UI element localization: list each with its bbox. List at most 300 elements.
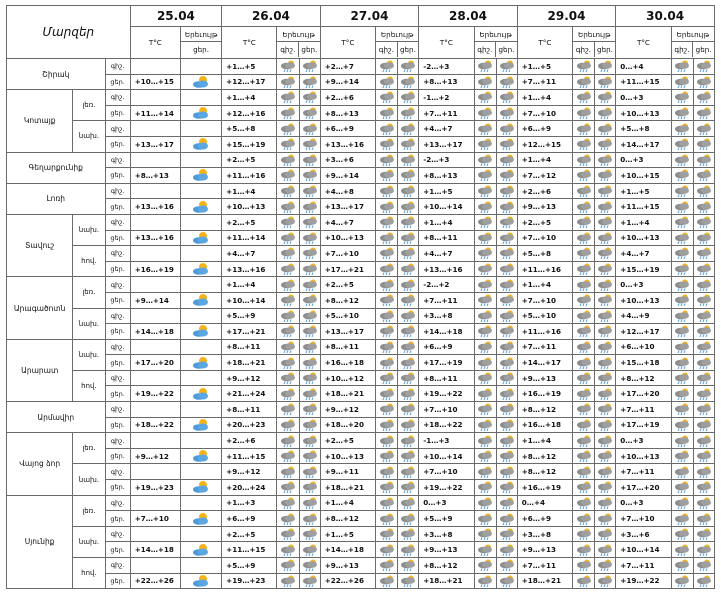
phenomena-night-cell xyxy=(474,433,496,449)
time-of-day: գիշ. xyxy=(105,402,130,418)
temperature-cell: +15…+18 xyxy=(616,355,671,371)
cloud-rain-icon xyxy=(475,449,495,463)
temperature-cell: +8…+13 xyxy=(320,105,375,121)
cloud-rain-icon xyxy=(694,402,714,416)
cloud-rain-icon xyxy=(398,465,418,479)
cloud-rain-icon xyxy=(694,480,714,494)
cloud-rain-icon xyxy=(278,496,298,510)
cloud-rain-icon xyxy=(300,184,320,198)
phenomena-day-cell xyxy=(693,214,714,230)
temperature-cell: +3…+6 xyxy=(616,526,671,542)
phenomena-day-cell xyxy=(299,417,320,433)
phenomena-cell xyxy=(180,230,221,246)
temperature-cell: +7…+12 xyxy=(517,168,572,184)
cloud-rain-icon xyxy=(398,59,418,73)
day-short: ցեր. xyxy=(193,45,210,54)
cloud-rain-icon xyxy=(595,262,615,276)
phenomena-night-cell xyxy=(671,433,693,449)
cloud-rain-icon xyxy=(475,137,495,151)
phenomena-day-cell xyxy=(398,136,419,152)
phenomena-day-cell xyxy=(299,246,320,262)
phenomena-night-cell xyxy=(474,183,496,199)
temperature-cell: +10…+13 xyxy=(616,105,671,121)
cloud-rain-icon xyxy=(475,496,495,510)
phenomena-day-cell xyxy=(693,59,714,75)
phenomena-day-cell xyxy=(299,339,320,355)
cloud-rain-icon xyxy=(300,246,320,260)
phenomena-night-cell xyxy=(474,230,496,246)
phenomena-cell xyxy=(180,464,221,480)
phenomena-day-cell xyxy=(299,558,320,574)
cloud-rain-icon xyxy=(574,543,594,557)
phenomena-night-cell xyxy=(376,417,398,433)
cloud-rain-icon xyxy=(475,340,495,354)
day-short: ցեր. xyxy=(597,45,613,54)
phenomena-night-cell xyxy=(474,324,496,340)
time-of-day: գիշ. xyxy=(105,152,130,168)
cloud-rain-icon xyxy=(398,449,418,463)
phenomena-night-cell xyxy=(573,386,595,402)
phenomena-night-cell xyxy=(277,355,299,371)
cloud-rain-icon xyxy=(278,465,298,479)
table-row xyxy=(7,136,715,152)
table-row xyxy=(7,308,715,324)
phenomena-header xyxy=(180,27,221,59)
phenomena-night-cell xyxy=(376,526,398,542)
phenomena-night-cell xyxy=(474,526,496,542)
temperature-cell: +2…+6 xyxy=(517,183,572,199)
phenomena-night-cell xyxy=(474,308,496,324)
time-of-day: գիշ. xyxy=(105,121,130,137)
cloud-rain-icon xyxy=(300,309,320,323)
phenomena-day-cell xyxy=(496,90,517,106)
temperature-cell: +9…+12 xyxy=(130,448,180,464)
phenomena-cell xyxy=(180,448,221,464)
phenomena-night-cell xyxy=(671,448,693,464)
temperature-cell xyxy=(130,121,180,137)
table-row xyxy=(7,370,715,386)
phenomena-night-cell xyxy=(277,324,299,340)
cloud-rain-icon xyxy=(398,309,418,323)
cloud-rain-icon xyxy=(672,90,692,104)
phenomena-night-cell xyxy=(671,261,693,277)
temperature-cell: +17…+21 xyxy=(320,261,375,277)
phenomena-cell xyxy=(180,121,221,137)
phenomena-day-cell xyxy=(299,59,320,75)
phenomena-night-cell xyxy=(376,542,398,558)
phenomena-day-cell xyxy=(595,214,616,230)
phenomena-night-cell xyxy=(277,558,299,574)
cloud-rain-icon xyxy=(278,278,298,292)
table-row xyxy=(7,168,715,184)
temperature-cell: +11…+16 xyxy=(517,261,572,277)
phenomena-day-cell xyxy=(398,183,419,199)
cloud-rain-icon xyxy=(377,387,397,401)
phenomena-day-cell xyxy=(398,511,419,527)
temperature-cell: +12…+17 xyxy=(222,74,277,90)
phenomena-header xyxy=(573,27,616,59)
phenomena-night-cell xyxy=(573,355,595,371)
phenomena-day-cell xyxy=(398,214,419,230)
phenomena-day-cell xyxy=(595,526,616,542)
phenomena-night-cell xyxy=(474,121,496,137)
cloud-rain-icon xyxy=(672,558,692,572)
phenomena-night-cell xyxy=(671,214,693,230)
cloud-rain-icon xyxy=(377,106,397,120)
temperature-cell: +6…+9 xyxy=(517,511,572,527)
cloud-rain-icon xyxy=(278,480,298,494)
temperature-cell: +5…+8 xyxy=(222,121,277,137)
cloud-rain-icon xyxy=(475,122,495,136)
cloud-rain-icon xyxy=(694,356,714,370)
phenomena-day-cell xyxy=(595,199,616,215)
cloud-rain-icon xyxy=(278,371,298,385)
temperature-cell: +2…+6 xyxy=(320,90,375,106)
cloud-rain-icon xyxy=(574,246,594,260)
cloud-rain-icon xyxy=(694,387,714,401)
cloud-rain-icon xyxy=(574,231,594,245)
phenomena-day-cell xyxy=(299,292,320,308)
temperature-cell: +16…+19 xyxy=(517,480,572,496)
cloud-rain-icon xyxy=(497,153,517,167)
sun-cloud-icon xyxy=(191,387,211,401)
cloud-rain-icon xyxy=(574,434,594,448)
cloud-rain-icon xyxy=(300,402,320,416)
time-of-day: ցեր. xyxy=(105,573,130,589)
time-of-day: ցեր. xyxy=(105,511,130,527)
region-name: Կոտայք xyxy=(7,90,73,152)
cloud-rain-icon xyxy=(377,262,397,276)
cloud-rain-icon xyxy=(574,324,594,338)
temperature-cell: +9…+12 xyxy=(222,464,277,480)
temperature-cell: +7…+10 xyxy=(616,511,671,527)
subregion-name: նախ. xyxy=(73,214,105,245)
cloud-rain-icon xyxy=(475,231,495,245)
cloud-rain-icon xyxy=(672,574,692,588)
cloud-rain-icon xyxy=(595,122,615,136)
cloud-rain-icon xyxy=(475,527,495,541)
temp-header: T°C xyxy=(222,27,277,59)
temperature-cell: +7…+11 xyxy=(616,402,671,418)
phenomena-night-cell xyxy=(671,573,693,589)
temperature-cell: +17…+19 xyxy=(616,417,671,433)
cloud-rain-icon xyxy=(398,543,418,557)
temperature-cell: +8…+11 xyxy=(419,230,474,246)
phenomena-day-cell xyxy=(398,105,419,121)
temp-header: T°C xyxy=(517,27,572,59)
temperature-cell: +8…+12 xyxy=(616,370,671,386)
temperature-cell: +7…+11 xyxy=(616,558,671,574)
cloud-rain-icon xyxy=(595,449,615,463)
temperature-cell: +18…+21 xyxy=(419,573,474,589)
temperature-cell: +13…+16 xyxy=(419,261,474,277)
phenomena-night-cell xyxy=(474,542,496,558)
subregion-name: լեռ. xyxy=(73,433,105,464)
temperature-cell: +8…+11 xyxy=(320,339,375,355)
cloud-rain-icon xyxy=(694,278,714,292)
temperature-cell: +11…+15 xyxy=(616,74,671,90)
cloud-rain-icon xyxy=(475,512,495,526)
cloud-rain-icon xyxy=(672,200,692,214)
phenomena-day-cell xyxy=(398,495,419,511)
date-header: 25.04 xyxy=(130,6,221,27)
table-row xyxy=(7,121,715,137)
temp-header: T°C xyxy=(320,27,375,59)
phenomena-day-cell xyxy=(496,542,517,558)
temperature-cell: +1…+5 xyxy=(517,59,572,75)
phenomena-day-cell xyxy=(299,136,320,152)
temperature-cell: +16…+19 xyxy=(517,386,572,402)
cloud-rain-icon xyxy=(278,574,298,588)
phenomena-night-cell xyxy=(474,558,496,574)
temperature-cell: 0…+3 xyxy=(616,495,671,511)
temperature-cell: +5…+9 xyxy=(222,558,277,574)
cloud-rain-icon xyxy=(574,278,594,292)
region-title: Մարզեր xyxy=(7,6,131,59)
time-of-day: գիշ. xyxy=(105,214,130,230)
phenomena-night-cell xyxy=(474,511,496,527)
cloud-rain-icon xyxy=(595,293,615,307)
phenomena-night-cell xyxy=(474,355,496,371)
phenomena-day-cell xyxy=(398,59,419,75)
cloud-rain-icon xyxy=(497,293,517,307)
night-short: գիշ. xyxy=(672,42,694,57)
time-of-day: գիշ. xyxy=(105,277,130,293)
cloud-rain-icon xyxy=(694,153,714,167)
phenomena-day-cell xyxy=(693,433,714,449)
phenomena-night-cell xyxy=(376,183,398,199)
phenomena-cell xyxy=(180,526,221,542)
phenomena-cell xyxy=(180,246,221,262)
phenomena-night-cell xyxy=(277,292,299,308)
phenomena-night-cell xyxy=(376,558,398,574)
cloud-rain-icon xyxy=(694,106,714,120)
phenomena-day-cell xyxy=(595,542,616,558)
cloud-rain-icon xyxy=(475,106,495,120)
temperature-cell xyxy=(130,402,180,418)
phenomena-night-cell xyxy=(277,464,299,480)
temperature-cell: +11…+16 xyxy=(222,168,277,184)
cloud-rain-icon xyxy=(595,153,615,167)
cloud-rain-icon xyxy=(475,246,495,260)
temperature-cell: +7…+10 xyxy=(517,230,572,246)
phenomena-night-cell xyxy=(573,59,595,75)
sun-cloud-icon xyxy=(191,231,211,245)
phenomena-night-cell xyxy=(573,168,595,184)
cloud-rain-icon xyxy=(278,293,298,307)
phenomena-day-cell xyxy=(496,355,517,371)
cloud-rain-icon xyxy=(574,168,594,182)
phenomena-day-cell xyxy=(299,152,320,168)
temperature-cell: +13…+17 xyxy=(320,324,375,340)
phenomena-night-cell xyxy=(277,433,299,449)
temperature-cell: +3…+8 xyxy=(419,526,474,542)
time-of-day: ցեր. xyxy=(105,105,130,121)
cloud-rain-icon xyxy=(672,137,692,151)
temperature-cell: +19…+22 xyxy=(130,386,180,402)
phenomena-night-cell xyxy=(277,183,299,199)
phenomena-cell xyxy=(180,495,221,511)
temperature-cell: +7…+11 xyxy=(616,464,671,480)
sun-cloud-icon xyxy=(191,106,211,120)
cloud-rain-icon xyxy=(398,246,418,260)
phenomena-night-cell xyxy=(474,90,496,106)
phenomena-day-cell xyxy=(299,526,320,542)
sun-cloud-icon xyxy=(191,324,211,338)
temperature-cell: +15…+19 xyxy=(222,136,277,152)
cloud-rain-icon xyxy=(497,574,517,588)
phenomena-night-cell xyxy=(474,339,496,355)
date-header: 26.04 xyxy=(222,6,321,27)
temperature-cell xyxy=(130,183,180,199)
cloud-rain-icon xyxy=(595,527,615,541)
cloud-rain-icon xyxy=(300,512,320,526)
temperature-cell: +1…+4 xyxy=(222,183,277,199)
cloud-rain-icon xyxy=(300,480,320,494)
time-of-day: ցեր. xyxy=(105,448,130,464)
cloud-rain-icon xyxy=(694,512,714,526)
phenomena-night-cell xyxy=(671,199,693,215)
phenomena-day-cell xyxy=(299,370,320,386)
time-of-day: ցեր. xyxy=(105,261,130,277)
time-of-day: գիշ. xyxy=(105,246,130,262)
cloud-rain-icon xyxy=(574,293,594,307)
phenomena-night-cell xyxy=(671,308,693,324)
phenomena-day-cell xyxy=(398,199,419,215)
temperature-cell: +8…+12 xyxy=(320,511,375,527)
phenomena-day-cell xyxy=(693,292,714,308)
cloud-rain-icon xyxy=(300,340,320,354)
cloud-rain-icon xyxy=(278,59,298,73)
temperature-cell: +5…+8 xyxy=(616,121,671,137)
cloud-rain-icon xyxy=(672,543,692,557)
cloud-rain-icon xyxy=(398,418,418,432)
temperature-cell: +14…+17 xyxy=(616,136,671,152)
temperature-cell xyxy=(130,59,180,75)
phenomena-night-cell xyxy=(277,526,299,542)
cloud-rain-icon xyxy=(574,215,594,229)
phenomena-day-cell xyxy=(496,214,517,230)
date-header: 28.04 xyxy=(419,6,518,27)
temperature-cell: +19…+23 xyxy=(130,480,180,496)
cloud-rain-icon xyxy=(300,200,320,214)
table-row xyxy=(7,542,715,558)
phenomena-day-cell xyxy=(693,339,714,355)
cloud-rain-icon xyxy=(278,231,298,245)
phenomena-day-cell xyxy=(496,433,517,449)
cloud-rain-icon xyxy=(377,75,397,89)
phenomena-cell xyxy=(180,292,221,308)
cloud-rain-icon xyxy=(278,122,298,136)
cloud-rain-icon xyxy=(278,527,298,541)
cloud-rain-icon xyxy=(377,496,397,510)
temperature-cell: +13…+17 xyxy=(130,136,180,152)
time-of-day: ցեր. xyxy=(105,480,130,496)
temperature-cell: +17…+20 xyxy=(616,386,671,402)
temperature-cell: +18…+21 xyxy=(517,573,572,589)
cloud-rain-icon xyxy=(694,59,714,73)
phenomena-cell xyxy=(180,386,221,402)
region-name: Գեղարքունիք xyxy=(7,152,106,183)
phenomena-day-cell xyxy=(299,121,320,137)
temperature-cell: +13…+17 xyxy=(320,199,375,215)
phenomena-cell xyxy=(180,558,221,574)
phenomena-cell xyxy=(180,261,221,277)
cloud-rain-icon xyxy=(398,200,418,214)
phenomena-day-cell xyxy=(496,59,517,75)
phenomena-night-cell xyxy=(573,417,595,433)
region-name: Սյունիք xyxy=(7,495,73,589)
cloud-rain-icon xyxy=(694,231,714,245)
phenomena-night-cell xyxy=(376,433,398,449)
cloud-rain-icon xyxy=(694,449,714,463)
cloud-rain-icon xyxy=(694,418,714,432)
cloud-rain-icon xyxy=(377,231,397,245)
temperature-cell: +15…+19 xyxy=(616,261,671,277)
temperature-cell: +1…+5 xyxy=(616,183,671,199)
cloud-rain-icon xyxy=(497,106,517,120)
phenomena-day-cell xyxy=(398,464,419,480)
phenomena-day-cell xyxy=(398,230,419,246)
temperature-cell: +10…+12 xyxy=(320,370,375,386)
phenomena-night-cell xyxy=(376,261,398,277)
phenomena-day-cell xyxy=(398,370,419,386)
region-name: Արմավիր xyxy=(7,402,106,433)
subregion-name: նախ. xyxy=(73,464,105,495)
temperature-cell: +3…+6 xyxy=(320,152,375,168)
subregion-name: նախ. xyxy=(73,339,105,370)
cloud-rain-icon xyxy=(497,418,517,432)
phenomena-cell xyxy=(180,542,221,558)
phenomena-night-cell xyxy=(671,402,693,418)
cloud-rain-icon xyxy=(595,168,615,182)
temperature-cell: +14…+18 xyxy=(419,324,474,340)
subregion-name: հով. xyxy=(73,246,105,277)
cloud-rain-icon xyxy=(574,59,594,73)
phenomena-day-cell xyxy=(693,417,714,433)
phenomena-night-cell xyxy=(376,74,398,90)
cloud-rain-icon xyxy=(595,512,615,526)
phenomena-night-cell xyxy=(376,136,398,152)
cloud-rain-icon xyxy=(574,184,594,198)
temperature-cell: +5…+9 xyxy=(222,308,277,324)
cloud-rain-icon xyxy=(595,184,615,198)
temperature-cell: +20…+23 xyxy=(222,417,277,433)
cloud-rain-icon xyxy=(497,246,517,260)
temperature-cell: +19…+22 xyxy=(419,386,474,402)
temperature-cell: +5…+10 xyxy=(517,308,572,324)
cloud-rain-icon xyxy=(398,402,418,416)
cloud-rain-icon xyxy=(574,262,594,276)
phenomena-day-cell xyxy=(496,464,517,480)
temperature-cell: +8…+12 xyxy=(320,292,375,308)
cloud-rain-icon xyxy=(595,246,615,260)
table-row xyxy=(7,214,715,230)
phenomena-day-cell xyxy=(299,214,320,230)
phenomena-night-cell xyxy=(376,402,398,418)
temperature-cell: +2…+6 xyxy=(222,433,277,449)
phenomena-night-cell xyxy=(277,261,299,277)
temperature-cell: +19…+22 xyxy=(616,573,671,589)
phenomena-day-cell xyxy=(693,277,714,293)
cloud-rain-icon xyxy=(398,137,418,151)
phenomena-night-cell xyxy=(277,168,299,184)
table-row xyxy=(7,183,715,199)
phenomena-day-cell xyxy=(595,308,616,324)
subregion-name: լեռ. xyxy=(73,277,105,308)
day-short: ցեր. xyxy=(695,45,712,54)
phenomena-day-cell xyxy=(595,355,616,371)
